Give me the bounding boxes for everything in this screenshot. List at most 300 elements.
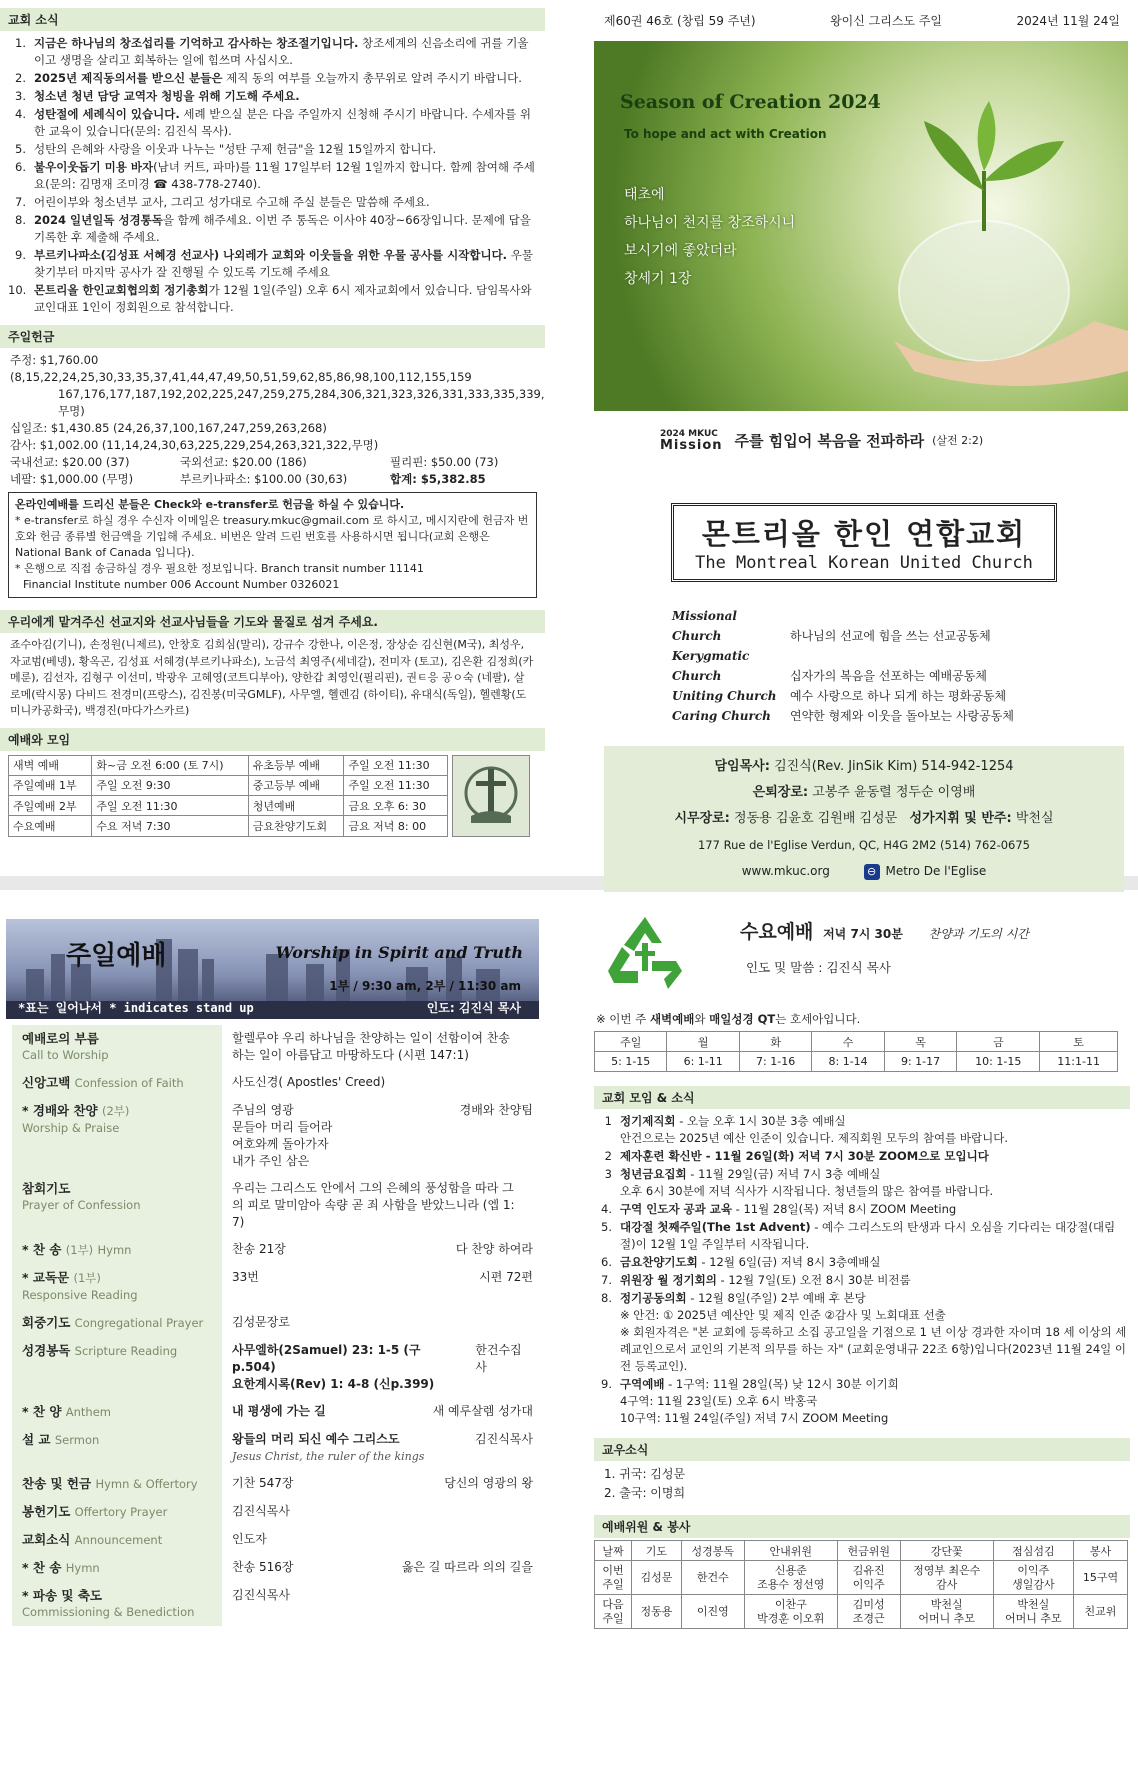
order-content	[222, 1398, 539, 1426]
meeting-bold: 위원장 월 정기회의	[620, 1273, 717, 1287]
meeting-item	[594, 1166, 1130, 1200]
missionaries-list: 죠수아김(기니), 손정원(니제르), 안창호 김희심(말리), 강규수 강한나, 이은정, 장상순 김신현(M국), 최성우, 자교범(베넹), 황옥곤, 김성표 서혜경(부르키나파소), 노금석 최영주(세네갈), 전미자 (토고), 김은환 김정희(카메룬), 김선자, 김형구 이선미, 박광우 고혜영(코트디부아), 양한갑 최영인(필리핀), 권ㅌ응 공ㅇ숙 (네팔), 살로메(락시몽) 다비드 전경미(프랑스), 김진봉(미국GMLF), 사무엘, 헬렌김 (하이티), 유대식(독일), 헬렌황(도미니카공화국), 백경진(마다가스카르)	[10, 638, 534, 717]
news-text	[34, 88, 537, 105]
meeting-item	[594, 1219, 1130, 1253]
worship-order-row	[12, 1236, 539, 1264]
meeting-item	[594, 1113, 1130, 1147]
order-title-kr: 찬 송	[32, 1560, 62, 1575]
metro-icon: ⊖	[864, 864, 880, 880]
banner-title: 주일예배	[66, 941, 167, 971]
order-title-en: Prayer of Confession	[22, 1198, 141, 1212]
duty-cell: 박천실 어머니 추모	[993, 1595, 1073, 1629]
church-name-en: The Montreal Korean United Church	[695, 553, 1033, 573]
news-bold: 2024 일년일독 성경통독	[34, 213, 163, 227]
worship-order-row	[12, 1309, 539, 1337]
order-value-2: 새 예루살렘 성가대	[432, 1404, 533, 1418]
news-number: 2.	[15, 71, 26, 85]
order-title-en: Hymn	[65, 1561, 100, 1575]
cover-image	[594, 41, 1128, 411]
duty-table	[594, 1540, 1128, 1629]
meeting-number: 8.	[601, 1291, 612, 1305]
order-main	[232, 1503, 533, 1520]
duty-cell: 친교위	[1073, 1595, 1127, 1629]
wednesday-subtitle: 찬양과 기도의 시간	[928, 927, 1029, 941]
news-text	[34, 282, 537, 316]
meeting-body: - 12월 6일(금) 저녁 8시 3층예배실	[697, 1255, 881, 1269]
order-main	[232, 1241, 533, 1258]
news-number: 3.	[15, 89, 26, 103]
order-content	[222, 1309, 539, 1337]
offering-line: 십일조: $1,430.85 (24,26,37,100,167,247,259,263,268)	[10, 421, 327, 435]
news-body: (남녀 커트, 파마)를 11월 17일부터 12월 1일까지 합니다. 함께 참여해 주세요(문의: 김명재 조미경 ☎ 438-778-2740).	[34, 160, 535, 191]
schedule-row	[9, 816, 448, 836]
order-label	[12, 1526, 222, 1554]
order-title-kr: 교독문	[32, 1270, 70, 1285]
order-label	[12, 1175, 222, 1236]
order-content	[222, 1025, 539, 1069]
meeting-item	[594, 1201, 1130, 1218]
mission-year: 2024 MKUC	[660, 429, 718, 439]
serving-elders: 정동용 김윤호 김원배 김성문	[734, 811, 898, 826]
worship-banner	[6, 919, 539, 1019]
offering-row	[10, 471, 535, 488]
schedule-cell: 주일 오전 11:30	[344, 755, 448, 775]
news-number: 8.	[15, 213, 26, 227]
season-subtitle: To hope and act with Creation	[624, 127, 827, 141]
schedule-row	[9, 775, 448, 795]
news-number: 6.	[15, 160, 26, 174]
meeting-number: 3	[604, 1167, 612, 1181]
qt-day: 금	[957, 1032, 1040, 1052]
news-item	[8, 212, 537, 246]
worship-order-row	[12, 1175, 539, 1236]
order-content	[222, 1554, 539, 1582]
order-content	[222, 1582, 539, 1626]
news-body: 우물 찾기부터 마지막 공사가 잘 진행될 수 있도록 기도해 주세요	[34, 248, 533, 279]
schedule-cell: 중고등부 예배	[248, 775, 344, 795]
offering-line: 주정: $1,760.00 (8,15,22,24,25,30,33,35,37,41,44,47,49,50,51,59,62,85,86,98,100,112,155,159	[10, 353, 472, 384]
member-news-item: 2. 출국: 이명희	[604, 1486, 686, 1500]
vision-kr: 하나님의 선교에 힘을 쓰는 선교공동체	[790, 629, 991, 643]
order-label	[12, 1337, 222, 1398]
meeting-body: - 오늘 오후 1시 30분 3층 예배실 안건으로는 2025년 예산 인준이 있습니다. 제직회원 모두의 참여를 바랍니다.	[620, 1114, 1008, 1145]
schedule-cell: 주일예배 2부	[9, 796, 92, 816]
qt-day: 수	[812, 1032, 884, 1052]
news-text	[34, 35, 537, 69]
worship-order-row	[12, 1264, 539, 1309]
news-bold: 성탄절에 세례식이 있습니다.	[34, 107, 180, 121]
worship-order-row	[12, 1069, 539, 1097]
order-label	[12, 1398, 222, 1426]
order-label	[12, 1582, 222, 1626]
worship-order-row	[12, 1526, 539, 1554]
online-line: * e-transfer로 하실 경우 수신자 이메일은 treasury.mkuc@gmail.com 로 하시고, 메시지란에 헌금자 번호와 헌금 종류별 헌금액을 기입해 주세요. 비번은 알려 드린 번호를 사용하시면 됩니다(교회 은행은 National Bank of Canada 입니다).	[15, 514, 529, 559]
qt-reading: 7: 1-16	[739, 1052, 811, 1072]
meeting-bold: 청년금요집회	[620, 1167, 687, 1181]
schedule-cell: 금요찬양기도회	[248, 816, 344, 836]
offering-section	[0, 352, 545, 488]
duty-head-cell: 날짜	[595, 1541, 632, 1561]
order-title-en: Confession of Faith	[74, 1076, 184, 1090]
order-title-en: Sermon	[54, 1433, 100, 1447]
vision-en: Kerygmatic Church	[672, 649, 750, 683]
verse-line: 태초에	[624, 187, 665, 203]
meeting-number: 6.	[601, 1255, 612, 1269]
worship-order-row	[12, 1582, 539, 1626]
news-text	[34, 70, 537, 87]
banner-motto: Worship in Spirit and Truth	[275, 943, 523, 962]
order-value: 김진식목사	[232, 1504, 290, 1518]
verse-line: 보시기에 좋았더라	[624, 243, 737, 259]
duty-head-cell: 점심섬김	[993, 1541, 1073, 1561]
pastor-name: 김진식(Rev. JinSik Kim) 514-942-1254	[774, 759, 1014, 774]
duty-head-cell: 강단꽃	[900, 1541, 993, 1561]
worship-order-row	[12, 1398, 539, 1426]
schedule-cell: 수요예배	[9, 816, 92, 836]
news-item	[8, 35, 537, 69]
vision-item	[672, 646, 1138, 686]
order-main	[232, 1074, 533, 1091]
qt-readings-row	[595, 1052, 1118, 1072]
duty-cell: 이익주 생일감사	[993, 1561, 1073, 1595]
verse-line: 하나님이 천지를 창조하시니	[624, 215, 796, 231]
vision-list	[672, 606, 1138, 726]
qt-day: 목	[884, 1032, 956, 1052]
meeting-body: - 1구역: 11월 28일(목) 낮 12시 30분 이기희 4구역: 11월 23일(토) 오후 6시 박홍국 10구역: 11월 24일(주일) 저녁 7시 ZOOM Meeting	[620, 1377, 899, 1425]
order-star: *	[22, 1270, 33, 1285]
online-line: * 은행으로 직접 송금하실 경우 필요한 정보입니다. Branch transit number 11141	[15, 562, 424, 575]
order-title-en: Anthem	[65, 1405, 111, 1419]
duty-cell: 이찬구 박경훈 이오휘	[744, 1595, 837, 1629]
order-title-kr: 신앙고백	[22, 1075, 71, 1090]
mission-ref: (살전 2:2)	[932, 434, 984, 447]
meeting-body: - 12월 7일(토) 오전 8시 30분 비전룸	[716, 1273, 911, 1287]
qt-reading: 6: 1-11	[667, 1052, 739, 1072]
meeting-number: 4.	[601, 1202, 612, 1216]
news-item	[8, 194, 537, 211]
schedule-cell: 금요 오후 6: 30	[344, 796, 448, 816]
order-main	[232, 1030, 533, 1064]
worship-order-row	[12, 1426, 539, 1470]
duty-head-cell: 성경봉독	[681, 1541, 744, 1561]
staff-label: 시무장로:	[674, 811, 730, 826]
church-info	[604, 746, 1124, 892]
mission-header: 우리에게 맡겨주신 선교지와 선교사님들을 기도와 물질로 섬겨 주세요.	[0, 610, 545, 633]
meeting-number: 7.	[601, 1273, 612, 1287]
vision-item	[672, 686, 1138, 706]
meeting-body: - 12월 8일(주일) 2부 예배 후 본당 ※ 안건: ① 2025년 예산안 및 제직 인준 ②감사 및 노회대표 선출 ※ 회원자격은 "본 교회에 등록하고 소집 공고일을 기점으로 1 년 이상 경과한 자이며 18 세 이상의 세례교인으로서 교인의 기본적 의무를 하는 자" (교회운영내규 22조 6항)입니다(2023년 11월 24일 이전 등록교인).	[620, 1291, 1127, 1373]
news-item	[8, 88, 537, 105]
elder-label: 은퇴장로:	[752, 785, 809, 800]
order-value-2: 김진식목사	[475, 1432, 533, 1446]
offering-item: 국외선교: $20.00 (186)	[180, 455, 307, 469]
member-news	[590, 1465, 1138, 1503]
worship-order-row	[12, 1025, 539, 1069]
offering-row	[10, 454, 535, 471]
news-body: 을 함께 해주세요. 이번 주 통독은 이사야 40장~66장입니다. 문제에 답을 기록한 후 제출해 주세요.	[34, 213, 531, 244]
order-content	[222, 1498, 539, 1526]
retired-elders: 고봉주 윤동렬 정두순 이영배	[812, 785, 976, 800]
order-star: *	[22, 1560, 33, 1575]
worship-schedule	[0, 755, 545, 837]
order-label	[12, 1069, 222, 1097]
order-title-kr: 봉헌기도	[22, 1504, 71, 1519]
order-value: 우리는 그리스도 안에서 그의 은혜의 풍성함을 따라 그의 피로 말미암아 속량 곧 죄 사함을 받았느니라 (엡 1: 7)	[232, 1181, 515, 1229]
qt-note-bold: 매일성경 QT	[709, 1012, 776, 1026]
order-value: 김진식목사	[232, 1588, 290, 1602]
season-title: Season of Creation 2024	[620, 91, 881, 113]
schedule-cell: 금요 저녁 8: 00	[344, 816, 448, 836]
news-bold: 불우이웃돕기 미용 바자	[34, 160, 154, 174]
news-header: 교회 소식	[0, 8, 545, 31]
order-value: 찬송 516장	[232, 1560, 294, 1574]
news-text	[34, 194, 537, 211]
duty-row	[595, 1561, 1128, 1595]
cover-header	[590, 0, 1138, 29]
order-label	[12, 1236, 222, 1264]
news-item	[8, 106, 537, 140]
duty-row	[595, 1595, 1128, 1629]
order-title-kr: 참회기도	[22, 1181, 71, 1196]
vision-item	[672, 706, 1138, 726]
meeting-body: - 예수 그리스도의 탄생과 다시 오심을 기다리는 대강절(대림절)이 12월 1일 주일부터 시작됩니다.	[620, 1220, 1116, 1251]
schedule-cell: 새벽 예배	[9, 755, 92, 775]
online-line: Financial Institute number 006 Account Number 0326021	[23, 578, 340, 591]
wednesday-info	[740, 917, 1029, 976]
meeting-bold: 대강절 첫째주일(The 1st Advent)	[620, 1220, 811, 1234]
qt-day: 화	[739, 1032, 811, 1052]
order-value: 인도자	[232, 1532, 267, 1546]
vision-en: Missional Church	[672, 609, 737, 643]
meeting-number: 1	[604, 1114, 612, 1128]
vision-item	[672, 606, 1138, 646]
order-content	[222, 1097, 539, 1175]
order-title-kr: 경배와 찬양	[32, 1103, 98, 1118]
duty-cell: 정동용	[631, 1595, 681, 1629]
cross-logo-icon	[461, 761, 521, 831]
wednesday-leader: 인도 및 말씀 : 김진식 목사	[746, 960, 891, 975]
order-content	[222, 1337, 539, 1398]
banner-leader: 인도: 김진식 목사	[426, 1001, 521, 1015]
worship-order-table	[12, 1025, 539, 1626]
choir-director: 박천실	[1015, 811, 1054, 826]
worship-schedule-table	[8, 755, 448, 837]
order-star: *	[22, 1103, 33, 1118]
news-item	[8, 282, 537, 316]
duty-head-row	[595, 1541, 1128, 1561]
qt-note-text: 는 호세아입니다.	[775, 1012, 861, 1026]
order-value: 할렐루야 우리 하나님을 찬양하는 일이 선함이여 찬송하는 일이 아름답고 마땅하도다 (시편 147:1)	[232, 1031, 510, 1062]
order-title-kr: 회중기도	[22, 1315, 71, 1330]
worship-order-row	[12, 1554, 539, 1582]
cover-page	[590, 0, 1138, 878]
order-value: 내 평생에 가는 길	[232, 1404, 326, 1418]
order-title-kr: 성경봉독	[22, 1343, 71, 1358]
schedule-row	[9, 755, 448, 775]
meetings-header: 교회 모임 & 소식	[594, 1086, 1130, 1109]
duty-cell: 박천실 어머니 추모	[900, 1595, 993, 1629]
meeting-bold: 금요찬양기도회	[620, 1255, 698, 1269]
offering-header: 주일헌금	[0, 325, 545, 348]
duty-head-cell: 기도	[631, 1541, 681, 1561]
news-body: 어린이부와 청소년부 교사, 그리고 성가대로 수고해 주실 분들은 말씀해 주세요.	[34, 195, 430, 209]
order-value: 사무엘하(2Samuel) 23: 1-5 (구p.504)	[232, 1343, 421, 1374]
order-value-2: 시편 72편	[479, 1270, 533, 1284]
order-main	[232, 1180, 533, 1231]
news-item	[8, 247, 537, 281]
meeting-number: 2	[604, 1149, 612, 1163]
meeting-bold: 구역예배	[620, 1377, 665, 1391]
qt-day: 주일	[595, 1032, 667, 1052]
worship-order-row	[12, 1097, 539, 1175]
order-label	[12, 1309, 222, 1337]
news-list	[0, 35, 545, 316]
offering-item: 네팔: $1,000.00 (무명)	[10, 472, 134, 486]
meeting-text	[620, 1148, 1130, 1165]
qt-reading: 8: 1-14	[812, 1052, 884, 1072]
news-text	[34, 106, 537, 140]
metro-station: Metro De l'Eglise	[885, 864, 987, 878]
news-text	[34, 141, 537, 158]
meeting-item	[594, 1290, 1130, 1375]
meeting-text	[620, 1254, 1130, 1271]
news-number: 10.	[8, 283, 27, 297]
worship-order-row	[12, 1470, 539, 1498]
order-value: 기찬 547장	[232, 1476, 294, 1490]
order-main	[232, 1587, 533, 1604]
order-value-2: 경배와 찬양팀	[459, 1103, 533, 1117]
order-title-en: Offertory Prayer	[74, 1505, 168, 1519]
qt-reading-table	[594, 1031, 1118, 1072]
wednesday-title: 수요예배	[740, 921, 814, 943]
order-value-3: Jesus Christ, the ruler of the kings	[232, 1450, 425, 1463]
mission-word: Mission	[660, 438, 723, 453]
order-content	[222, 1426, 539, 1470]
mission-text: 주를 힘입어 복음을 전파하라	[734, 431, 925, 450]
vision-en: Caring Church	[672, 709, 771, 723]
wednesday-news-page	[590, 905, 1138, 1779]
mission-statement	[660, 429, 1138, 451]
choir-label: 성가지휘 및 반주:	[909, 811, 1012, 826]
order-label	[12, 1097, 222, 1175]
qt-day: 월	[667, 1032, 739, 1052]
schedule-cell: 수요 저녁 7:30	[92, 816, 248, 836]
news-number: 7.	[15, 195, 26, 209]
order-label	[12, 1025, 222, 1069]
order-main	[232, 1475, 533, 1492]
duty-cell: 정영부 최은수 감사	[900, 1561, 993, 1595]
order-title-kr: 찬송 및 헌금	[22, 1476, 92, 1491]
order-title-en: Commissioning & Benediction	[22, 1605, 195, 1619]
qt-note-text: 와	[694, 1012, 710, 1026]
order-title-en: Scripture Reading	[74, 1344, 178, 1358]
qt-note	[590, 993, 1138, 1027]
website-link[interactable]: www.mkuc.org	[741, 864, 830, 878]
order-title-en: Congregational Prayer	[74, 1316, 204, 1330]
order-label	[12, 1554, 222, 1582]
worship-order-row	[12, 1337, 539, 1398]
order-value: 김성문장로	[232, 1315, 290, 1329]
duty-cell: 신용준 조용수 정선영	[744, 1561, 837, 1595]
order-content	[222, 1236, 539, 1264]
order-value: 주님의 영광 문들아 머리 들어라 여호와께 돌아가자 내가 주인 삼은	[232, 1103, 333, 1168]
wednesday-header	[590, 905, 1138, 993]
worship-schedule-header: 예배와 모임	[0, 728, 545, 751]
issue-number: 제60권 46호 (창립 59 주년)	[604, 14, 756, 28]
news-bold: 청소년 청년 담당 교역자 청빙을 위해 기도해 주세요.	[34, 89, 300, 103]
wednesday-time: 저녁 7시 30분	[823, 927, 903, 941]
order-main	[232, 1431, 533, 1448]
news-body: 성탄의 은혜와 사랑을 이웃과 나누는 "성탄 구제 헌금"을 12월 15일까지 합니다.	[34, 142, 437, 156]
news-bold: 부르키나파소(김성표 서혜경 선교사) 나외레가 교회와 이웃들을 위한 우물 공사를 시작합니다.	[34, 248, 508, 262]
order-title-en: Responsive Reading	[22, 1288, 138, 1302]
news-text	[34, 247, 537, 281]
qt-day: 토	[1040, 1032, 1118, 1052]
meeting-text	[620, 1290, 1130, 1375]
order-main	[232, 1403, 533, 1420]
schedule-cell: 주일 오전 11:30	[92, 796, 248, 816]
duty-cell: 한건수	[681, 1561, 744, 1595]
meeting-item	[594, 1148, 1130, 1165]
verse-line: 창세기 1장	[624, 271, 692, 287]
order-title-kr: 설 교	[22, 1432, 51, 1447]
duty-cell: 이번 주일	[595, 1561, 632, 1595]
banner-times: 1부 / 9:30 am, 2부 / 11:30 am	[329, 979, 521, 993]
bulletin-date: 2024년 11월 24일	[1016, 14, 1120, 28]
order-extra: (1부)	[73, 1271, 101, 1285]
church-logo	[452, 755, 530, 837]
order-content	[222, 1069, 539, 1097]
member-news-header: 교우소식	[594, 1438, 1130, 1461]
news-body: 창조세계의 신음소리에 귀를 기울이고 생명을 살리고 회복하는 일에 힘쓰며 사십시오.	[34, 36, 529, 67]
order-content	[222, 1470, 539, 1498]
stand-note: *표는 일어나서 * indicates stand up	[18, 1001, 254, 1015]
meeting-text	[620, 1272, 1130, 1289]
order-star: *	[22, 1588, 33, 1603]
order-title-en: Worship & Praise	[22, 1121, 120, 1135]
order-title-en: Hymn & Offertory	[95, 1477, 198, 1491]
order-main	[232, 1269, 533, 1286]
order-value-2: 당신의 영광의 왕	[444, 1476, 533, 1490]
vision-kr: 연약한 형제와 이웃을 돌아보는 사랑공동체	[790, 709, 1014, 723]
offering-line: 감사: $1,002.00 (11,14,24,30,63,225,229,254,263,321,322,무명)	[10, 438, 379, 452]
meetings-list	[590, 1113, 1138, 1427]
order-value: 33번	[232, 1270, 259, 1284]
order-value-2: 다 찬양 하여라	[455, 1242, 533, 1256]
meeting-body: - 11월 29일(금) 저녁 7시 3층 예배실 오후 6시 30분에 저녁 식사가 시작됩니다. 청년들의 많은 참여를 바랍니다.	[620, 1167, 994, 1198]
news-number: 4.	[15, 107, 26, 121]
schedule-row	[9, 796, 448, 816]
order-value-2: 한건수집사	[475, 1343, 522, 1374]
announcements-page	[0, 0, 545, 862]
duty-cell: 15구역	[1073, 1561, 1127, 1595]
news-number: 1.	[15, 36, 26, 50]
order-title-kr: 예배로의 부름	[22, 1031, 99, 1046]
order-title-en: Hymn	[97, 1243, 132, 1257]
online-offering-box	[8, 492, 537, 598]
duty-head-cell: 봉사	[1073, 1541, 1127, 1561]
church-name-box	[671, 503, 1057, 582]
church-address: 177 Rue de l'Eglise Verdun, QC, H4G 2M2 (514) 762-0675	[697, 838, 1030, 852]
qt-reading: 10: 1-15	[957, 1052, 1040, 1072]
news-text	[34, 212, 537, 246]
qt-reading: 11:1-11	[1040, 1052, 1118, 1072]
schedule-cell: 청년예배	[248, 796, 344, 816]
order-star: *	[22, 1242, 33, 1257]
order-label	[12, 1426, 222, 1470]
qt-reading: 5: 1-15	[595, 1052, 667, 1072]
news-body: 가 12월 1일(주일) 오후 6시 제자교회에서 있습니다. 담임목사와 교인대표 1인이 정회원으로 참석합니다.	[34, 283, 532, 314]
